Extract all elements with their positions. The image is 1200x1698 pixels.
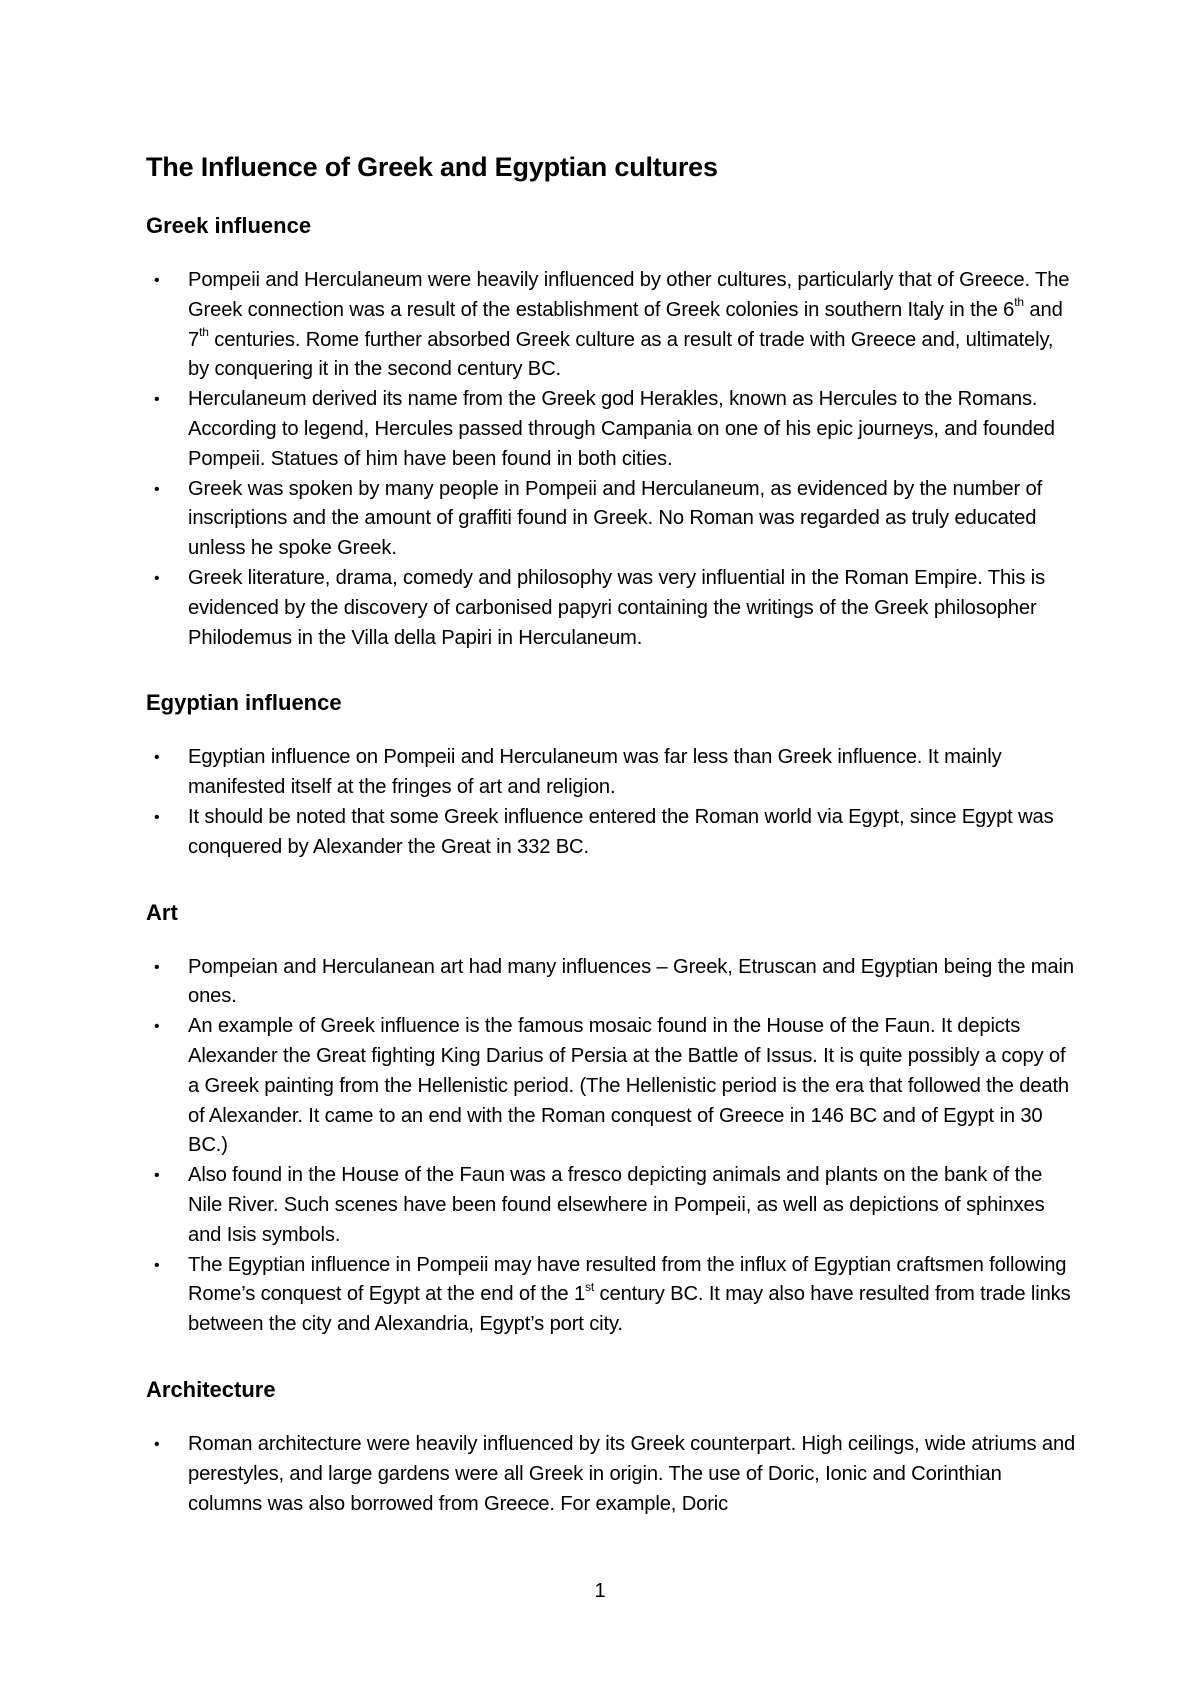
list-item xyxy=(146,475,1076,564)
page-number: 1 xyxy=(594,1580,606,1602)
list-item-text: The Egyptian influence in Pompeii may have resulted from the influx of Egyptian craftsmen following Rome’s conquest of Egypt at the end of the 1st century BC. It may also have resulted from trade links between the city and Alexandria, Egypt’s port city. xyxy=(188,1253,1071,1336)
list-item xyxy=(146,1430,1076,1519)
bullet-icon: • xyxy=(154,1167,160,1185)
bullet-icon: • xyxy=(154,1018,160,1036)
list-item-text: Pompeii and Herculaneum were heavily influenced by other cultures, particularly that of Greece. The Greek connection was a result of the establishment of Greek colonies in southern Italy in the 6th and 7th centuries. Rome further absorbed Greek culture as a result of trade with Greece and, ultimately, by conquering it in the second century BC. xyxy=(188,269,1070,381)
bullet-list-egyptian xyxy=(146,743,1076,862)
list-item-text: Greek was spoken by many people in Pompeii and Herculaneum, as evidenced by the number of inscriptions and the amount of graffiti found in Greek. No Roman was regarded as truly educated unless he spoke Greek. xyxy=(188,477,1043,560)
bullet-icon: • xyxy=(154,958,160,976)
document-body xyxy=(146,150,1076,1555)
document-title: The Influence of Greek and Egyptian cultures xyxy=(146,152,718,182)
bullet-icon: • xyxy=(154,272,160,289)
list-item-text: It should be noted that some Greek influence entered the Roman world via Egypt, since Egypt was conquered by Alexander the Great in 332 BC. xyxy=(188,805,1054,858)
bullet-icon: • xyxy=(154,1435,160,1453)
list-item-text: Roman architecture were heavily influenced by its Greek counterpart. High ceilings, wide atriums and perestyles, and large gardens were all Greek in origin. The use of Doric, Ionic and Corinthian columns was also borrowed from Greece. For example, Doric xyxy=(188,1432,1076,1515)
list-item-text: Egyptian influence on Pompeii and Herculaneum was far less than Greek influence. It mainly manifested itself at the fringes of art and religion. xyxy=(188,746,1002,799)
list-item-text: Greek literature, drama, comedy and philosophy was very influential in the Roman Empire. This is evidenced by the discovery of carbonised papyri containing the writings of the Greek philosopher Philodemus in the Villa della Papiri in Herculaneum. xyxy=(188,566,1046,649)
list-item xyxy=(146,953,1076,1013)
bullet-list-architecture xyxy=(146,1430,1076,1519)
list-item xyxy=(146,564,1076,653)
list-item xyxy=(146,266,1076,385)
list-item-text: An example of Greek influence is the famous mosaic found in the House of the Faun. It depicts Alexander the Great fighting King Darius of Persia at the Battle of Issus. It is quite possibly a copy of a Greek painting from the Hellenistic period. (The Hellenistic period is the era that followed the death of Alexander. It came to an end with the Roman conquest of Greece in 146 BC and of Egypt in 30 BC.) xyxy=(188,1015,1069,1157)
list-item-text: Pompeian and Herculanean art had many influences – Greek, Etruscan and Egyptian being the main ones. xyxy=(188,955,1074,1008)
bullet-icon: • xyxy=(154,1256,160,1274)
bullet-icon: • xyxy=(154,391,160,409)
list-item xyxy=(146,803,1076,863)
bullet-list-art xyxy=(146,953,1076,1340)
list-item xyxy=(146,1012,1076,1161)
bullet-list-greek xyxy=(146,266,1076,653)
list-item xyxy=(146,385,1076,474)
bullet-icon: • xyxy=(154,569,160,587)
bullet-icon: • xyxy=(154,480,160,498)
section-heading-greek: Greek influence xyxy=(146,213,312,238)
section-heading-egyptian: Egyptian influence xyxy=(146,690,342,716)
bullet-icon: • xyxy=(154,749,160,767)
list-item-text: Herculaneum derived its name from the Greek god Herakles, known as Hercules to the Romans. According to legend, Hercules passed through Campania on one of his epic journeys, and founded Pompeii. Statues of him have been found in both cities. xyxy=(188,388,1055,470)
list-item-text: Also found in the House of the Faun was a fresco depicting animals and plants on the bank of the Nile River. Such scenes have been found elsewhere in Pompeii, as well as depictions of sphinxes and Isis symbols. xyxy=(188,1164,1045,1246)
section-heading-architecture: Architecture xyxy=(146,1376,276,1402)
list-item xyxy=(146,1251,1076,1340)
bullet-icon: • xyxy=(154,808,160,826)
list-item xyxy=(146,1161,1076,1250)
section-heading-art: Art xyxy=(146,899,178,925)
list-item xyxy=(146,743,1076,803)
